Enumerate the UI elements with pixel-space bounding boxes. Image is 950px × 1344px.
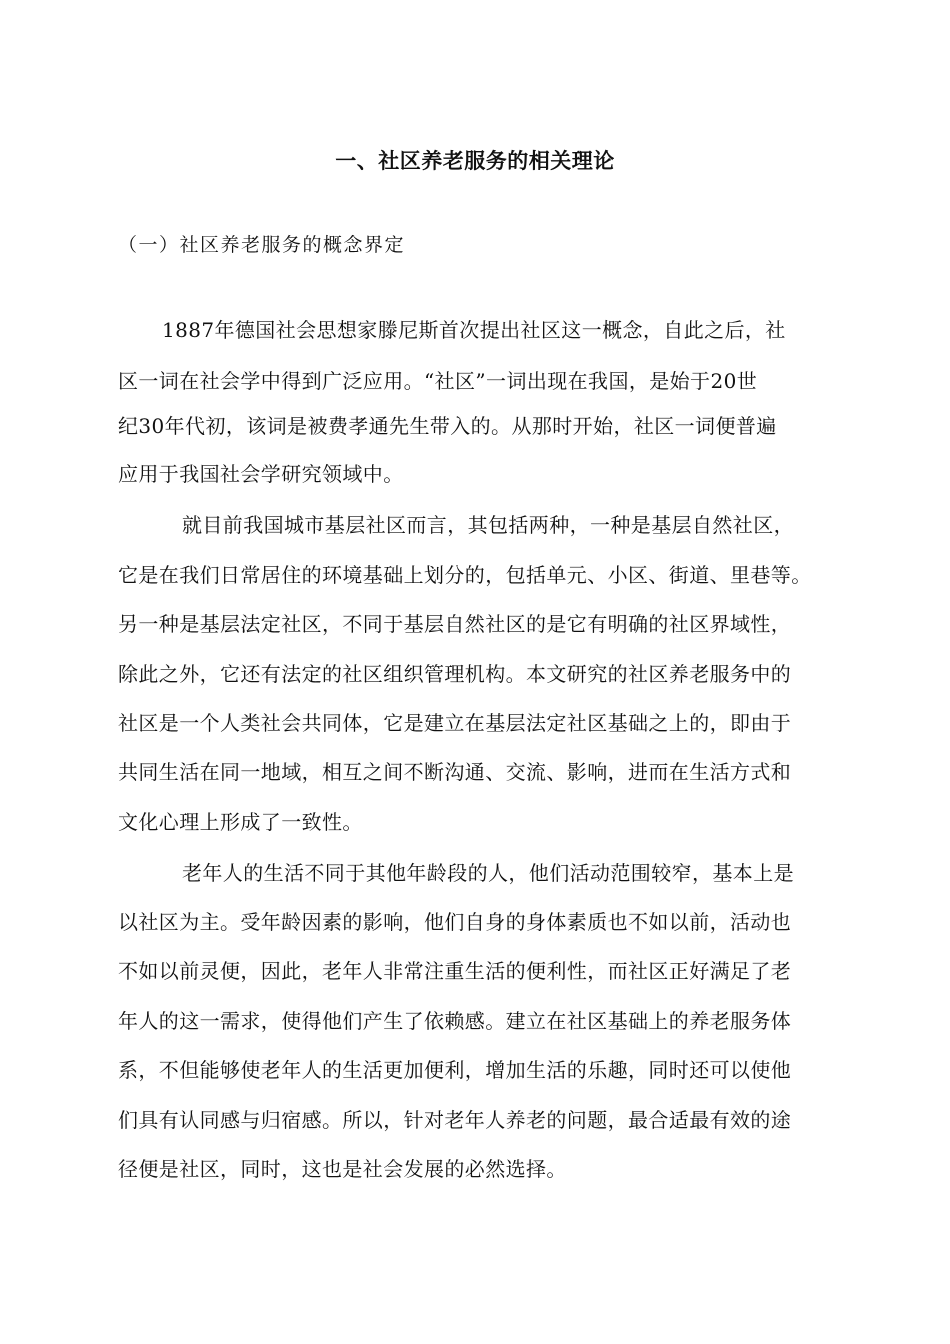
section-heading: 一、社区养老服务的相关理论: [335, 149, 615, 173]
paragraph-1-line-1: 1887年德国社会思想家滕尼斯首次提出社区这一概念，自此之后，社: [162, 318, 786, 342]
paragraph-2-line-4: 除此之外，它还有法定的社区组织管理机构。本文研究的社区养老服务中的: [118, 662, 792, 686]
paragraph-2-line-1: 就目前我国城市基层社区而言，其包括两种，一种是基层自然社区，: [182, 513, 794, 537]
paragraph-3-line-6: 们具有认同感与归宿感。所以，针对老年人养老的问题，最合适最有效的途: [118, 1108, 792, 1132]
paragraph-2-line-2: 它是在我们日常居住的环境基础上划分的，包括单元、小区、街道、里巷等。: [118, 563, 812, 587]
paragraph-3-line-3: 不如以前灵便，因此，老年人非常注重生活的便利性，而社区正好满足了老: [118, 959, 792, 983]
paragraph-2-line-5: 社区是一个人类社会共同体，它是建立在基层法定社区基础之上的，即由于: [118, 711, 792, 735]
paragraph-1-line-4: 应用于我国社会学研究领域中。: [118, 462, 404, 486]
paragraph-3-line-5: 系，不但能够使老年人的生活更加便利，增加生活的乐趣，同时还可以使他: [118, 1058, 792, 1082]
paragraph-3-line-4: 年人的这一需求，使得他们产生了依赖感。建立在社区基础上的养老服务体: [118, 1009, 792, 1033]
subsection-heading: （一）社区养老服务的概念界定: [118, 234, 406, 256]
paragraph-3-line-7: 径便是社区，同时，这也是社会发展的必然选择。: [118, 1157, 567, 1181]
paragraph-1-line-3: 纪30年代初，该词是被费孝通先生带入的。从那时开始，社区一词便普遍: [118, 414, 777, 438]
paragraph-1-line-2: 区一词在社会学中得到广泛应用。“社区”一词出现在我国，是始于20世: [118, 369, 758, 393]
paragraph-3-line-2: 以社区为主。受年龄因素的影响，他们自身的身体素质也不如以前，活动也: [118, 910, 792, 934]
paragraph-2-line-7: 文化心理上形成了一致性。: [118, 810, 363, 834]
paragraph-3-line-1: 老年人的生活不同于其他年龄段的人，他们活动范围较窄，基本上是: [182, 861, 794, 885]
paragraph-2-line-3: 另一种是基层法定社区，不同于基层自然社区的是它有明确的社区界域性，: [118, 612, 792, 636]
paragraph-2-line-6: 共同生活在同一地域，相互之间不断沟通、交流、影响，进而在生活方式和: [118, 760, 792, 784]
